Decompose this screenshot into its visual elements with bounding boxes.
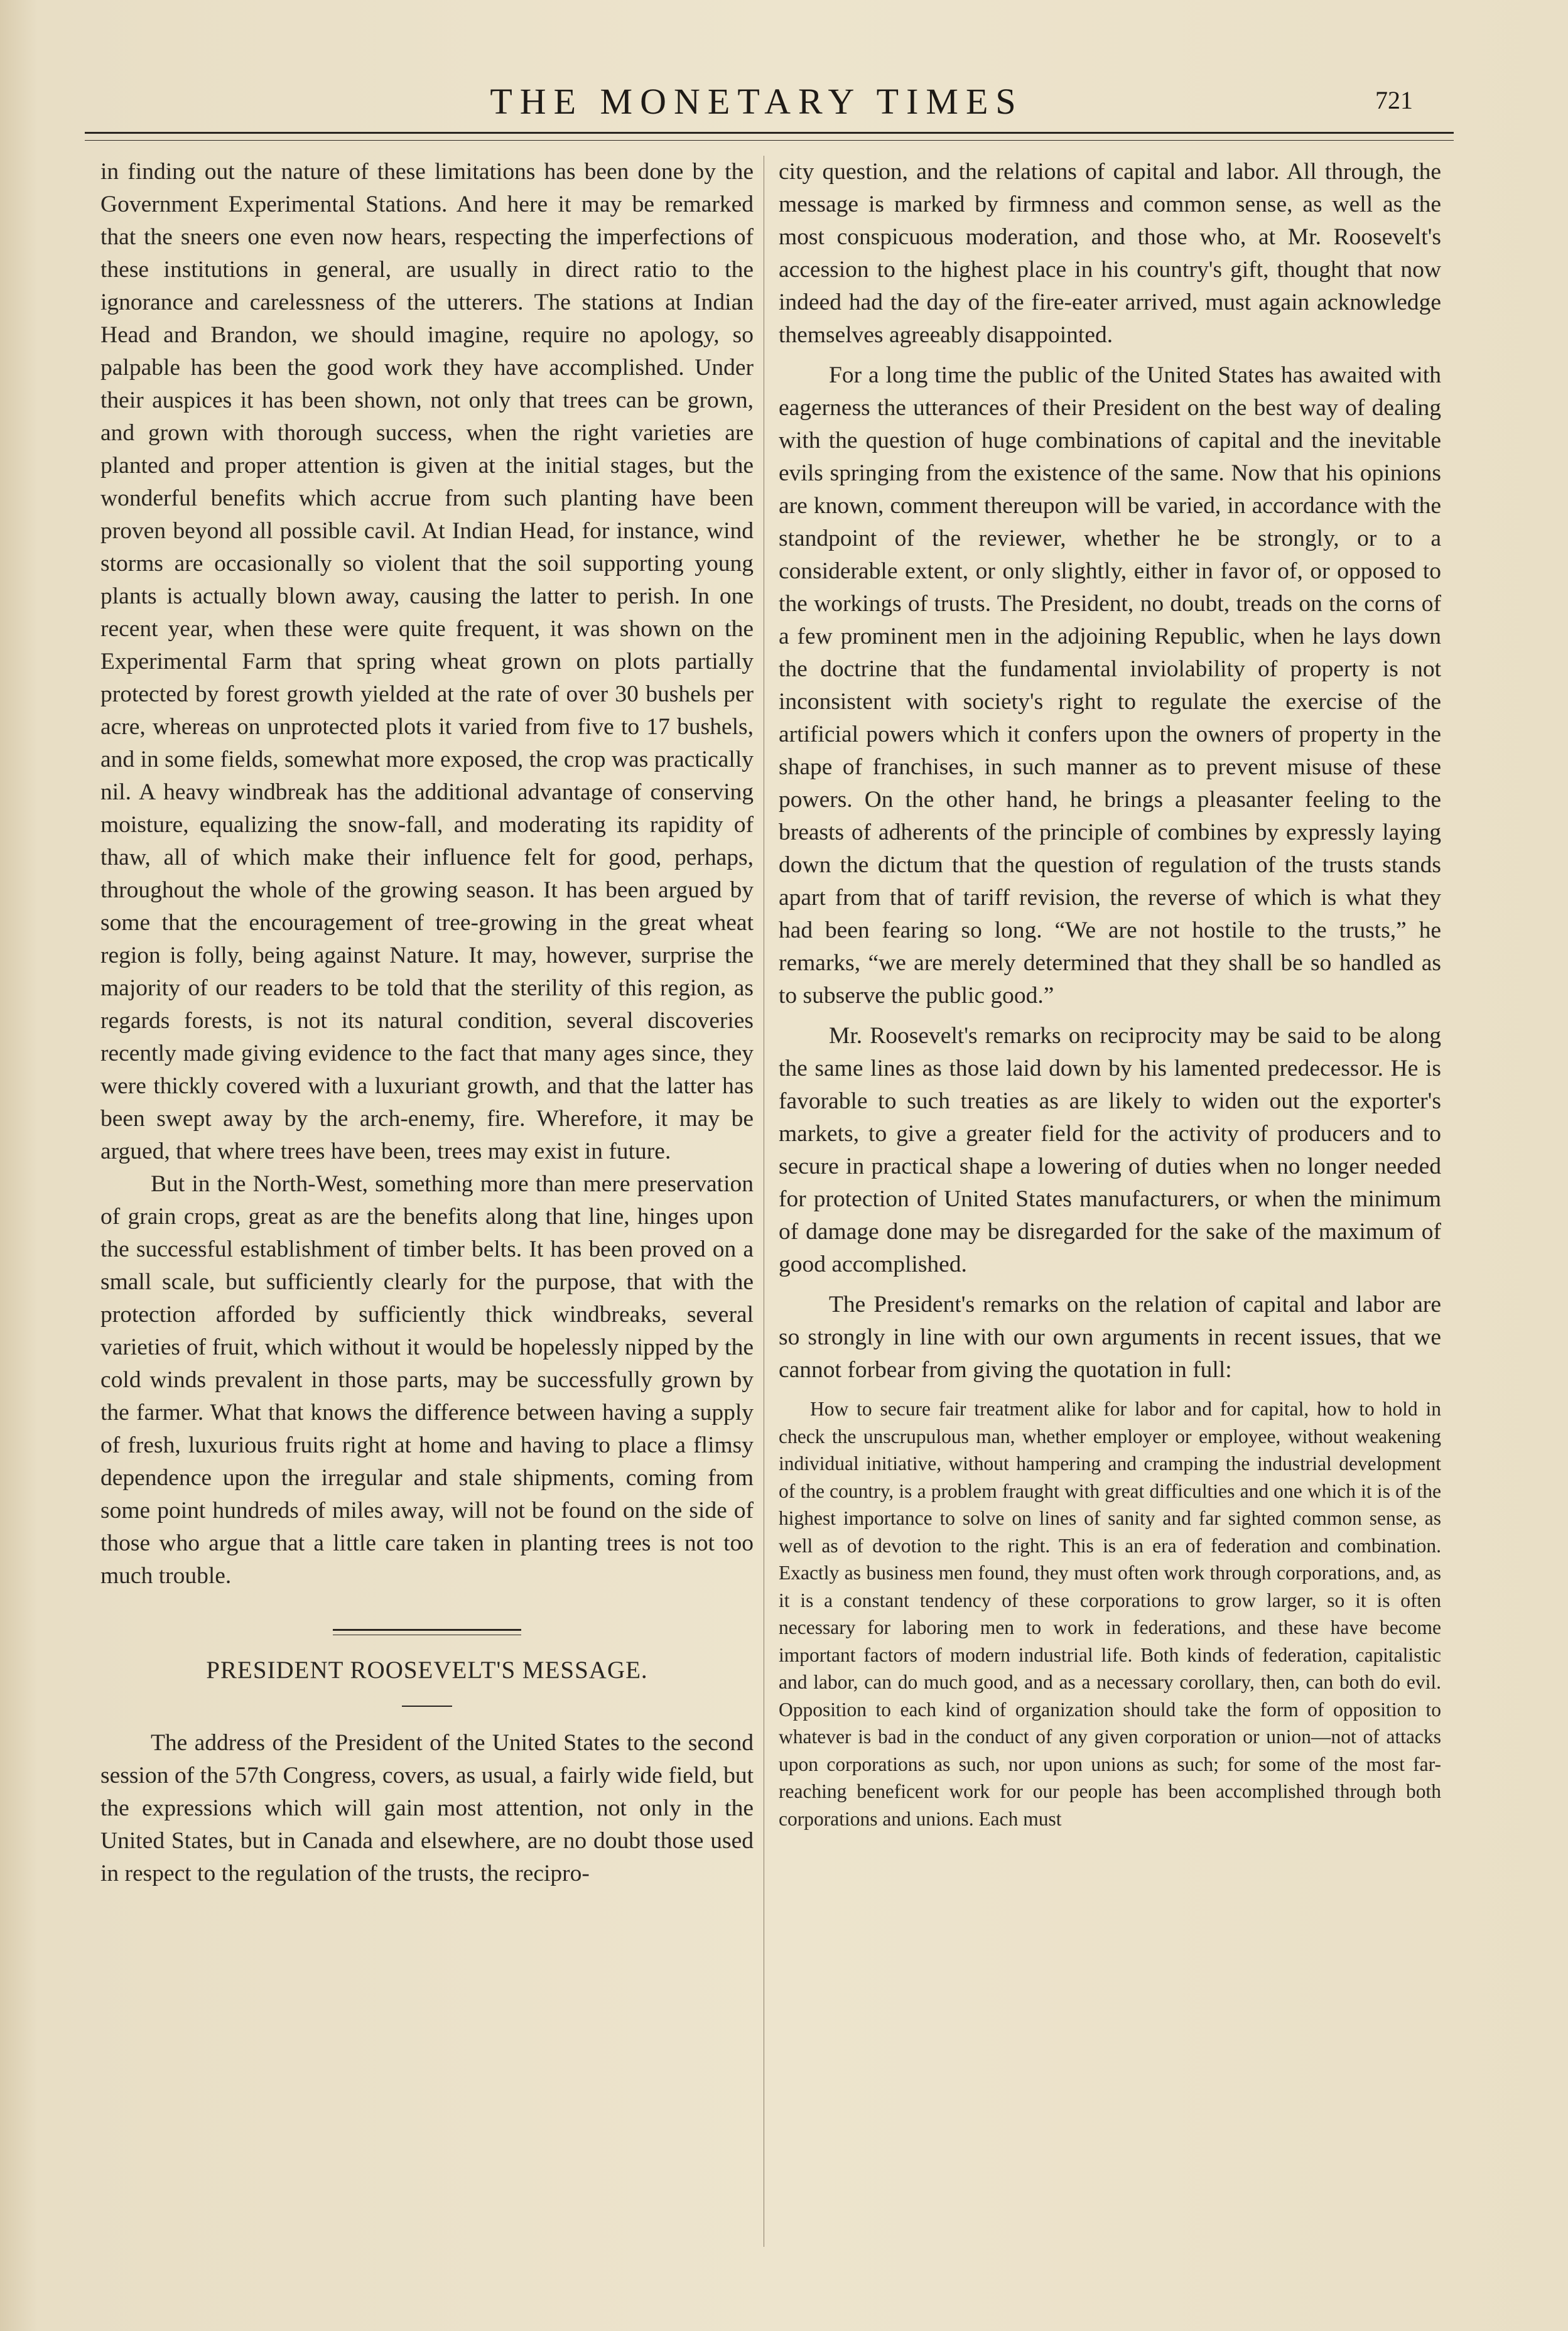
page-header: [94, 74, 1419, 124]
right-column: [779, 156, 1441, 1832]
left-paragraph-2: But in the North-West, something more than mere preservation of grain crops, great as are the benefits along that line, hinges upon the successful establishment of timber belts. It has been proved on a small scale, but sufficiently clearly for the purpose, that with the protection afforded by sufficiently thick windbreaks, several varieties of fruit, which without it would be hopelessly nipped by the cold winds prevalent in those parts, may be successfully grown by the farmer. What that knows the difference between having a supply of fresh, luxurious fruits right at home and having to place a flimsy dependence upon the irregular and stale shipments, coming from some point hundreds of miles away, will not be found on the side of those who argue that a little care taken in planting trees is not too much trouble.: [100, 1171, 754, 1589]
masthead-title: THE MONETARY TIMES: [490, 81, 1024, 122]
left-paragraph-3: The address of the President of the United States to the second session of the 57th Congress, covers, as usual, a fairly wide field, but the expressions which will gain most attention, not only in the United States, but in Canada and elsewhere, are no doubt those used in respect to the regulation of the trusts, the recipro-: [100, 1730, 754, 1886]
left-column: [100, 156, 754, 1890]
right-paragraph-1: city question, and the relations of capital and labor. All through, the message is marked by firmness and common sense, as well as the most conspicuous moderation, and those who, at Mr. Roosevelt's accession to the highest place in his country's gift, thought that now indeed had the day of the fire-eater arrived, must again acknowledge themselves agreeably disappointed.: [779, 159, 1441, 348]
message-quotation: How to secure fair treatment alike for labor and for capital, how to hold in check the unscrupulous man, whether employer or employee, without weakening individual initiative, without hampering and cramping the industrial development of the country, is a problem fraught with great difficulties and one which it is of the highest importance to solve on lines of sanity and far sighted common sense, as well as of devotion to the right. This is an era of federation and combination. Exactly as business men found, they must often work through corporations, and, as it is a constant tendency of these corporations to grow larger, so it is often necessary for laboring men to work in federations, and these have become important factors of modern industrial life. Both kinds of federation, capitalistic and labor, can do much good, and as a necessary corollary, then, can both do evil. Opposition to each kind of organization should take the form of opposition to whatever is bad in the conduct of any given corporation or union—not of attacks upon corporations as such, nor upon unions as such; for some of the most far-reaching beneficent work for our people has been accomplished through both corporations and unions. Each must: [779, 1398, 1441, 1830]
right-paragraph-4: The President's remarks on the relation of capital and labor are so strongly in line with our own arguments in recent issues, that we cannot forbear from giving the quotation in full:: [779, 1292, 1441, 1383]
right-paragraph-3: Mr. Roosevelt's remarks on reciprocity may be said to be along the same lines as those laid down by his lamented predecessor. He is favorable to such treaties as are likely to widen out the exporter's markets, to give a greater field for the activity of producers and to secure in practical shape a lowering of duties when no longer needed for protection of United States manufacturers, or when the minimum of damage done may be disregarded for the sake of the maximum of good accomplished.: [779, 1023, 1441, 1277]
left-paragraph-1: in finding out the nature of these limitations has been done by the Government Experimental Stations. And here it may be remarked that the sneers one even now hears, respecting the imperfections of these institutions in general, are usually in direct ratio to the ignorance and carelessness of the utterers. The stations at Indian Head and Brandon, we should imagine, require no apology, so palpable has been the good work they have accomplished. Under their auspices it has been shown, not only that trees can be grown, and grown with thorough success, when the right varieties are planted and proper attention is given at the initial stages, but the wonderful benefits which accrue from such planting have been proven beyond all possible cavil. At Indian Head, for instance, wind storms are occasionally so violent that the soil supporting young plants is actually blown away, causing the latter to perish. In one recent year, when these were quite frequent, it was shown on the Experimental Farm that spring wheat grown on plots partially protected by forest growth yielded at the rate of over 30 bushels per acre, whereas on unprotected plots it varied from five to 17 bushels, and in some fields, somewhat more exposed, the crop was practically nil. A heavy windbreak has the additional advantage of conserving moisture, equalizing the snow-fall, and moderating its rapidity of thaw, all of which make their influence felt for good, perhaps, throughout the whole of the growing season. It has been argued by some that the encouragement of tree-growing in the great wheat region is folly, being against Nature. It may, however, surprise the majority of our readers to be told that the sterility of this region, as regards forests, is not its natural condition, several discoveries recently made giving evidence to the fact that many ages since, they were thickly covered with a luxuriant growth, and that the latter has been swept away by the arch-enemy, fire. Wherefore, it may be argued, that where trees have been, trees may exist in future.: [100, 159, 754, 1164]
article-heading: PRESIDENT ROOSEVELT'S MESSAGE.: [206, 1657, 648, 1684]
page-number: 721: [1375, 86, 1413, 114]
right-paragraph-2: For a long time the public of the United States has awaited with eagerness the utterances of their President on the best way of dealing with the question of huge combinations of capital and the inevitable evils springing from the existence of the same. Now that his opinions are known, comment thereupon will be varied, in accordance with the standpoint of the reviewer, whether he be strongly, or to a considerable extent, or only slightly, either in favor of, or opposed to the workings of trusts. The President, no doubt, treads on the corns of a few prominent men in the adjoining Republic, when he lays down the doctrine that the fundamental inviolability of property is not inconsistent with society's right to regulate the exercise of the artificial powers which it confers upon the owners of property in the shape of franchises, in such manner as to prevent misuse of these powers. On the other hand, he brings a pleasanter feeling to the breasts of adherents of the principle of combines by expressly laying down the dictum that the question of regulation of the trusts stands apart from that of tariff revision, the reverse of which is what they had been fearing so long. “We are not hostile to the trusts,” he remarks, “we are merely determined that they shall be so handled as to subserve the public good.”: [779, 362, 1441, 1009]
section-divider-rule: [333, 1629, 521, 1635]
section-divider: [100, 1610, 754, 1654]
heading-underline-rule: [402, 1706, 452, 1707]
header-double-rule: [85, 132, 1454, 141]
